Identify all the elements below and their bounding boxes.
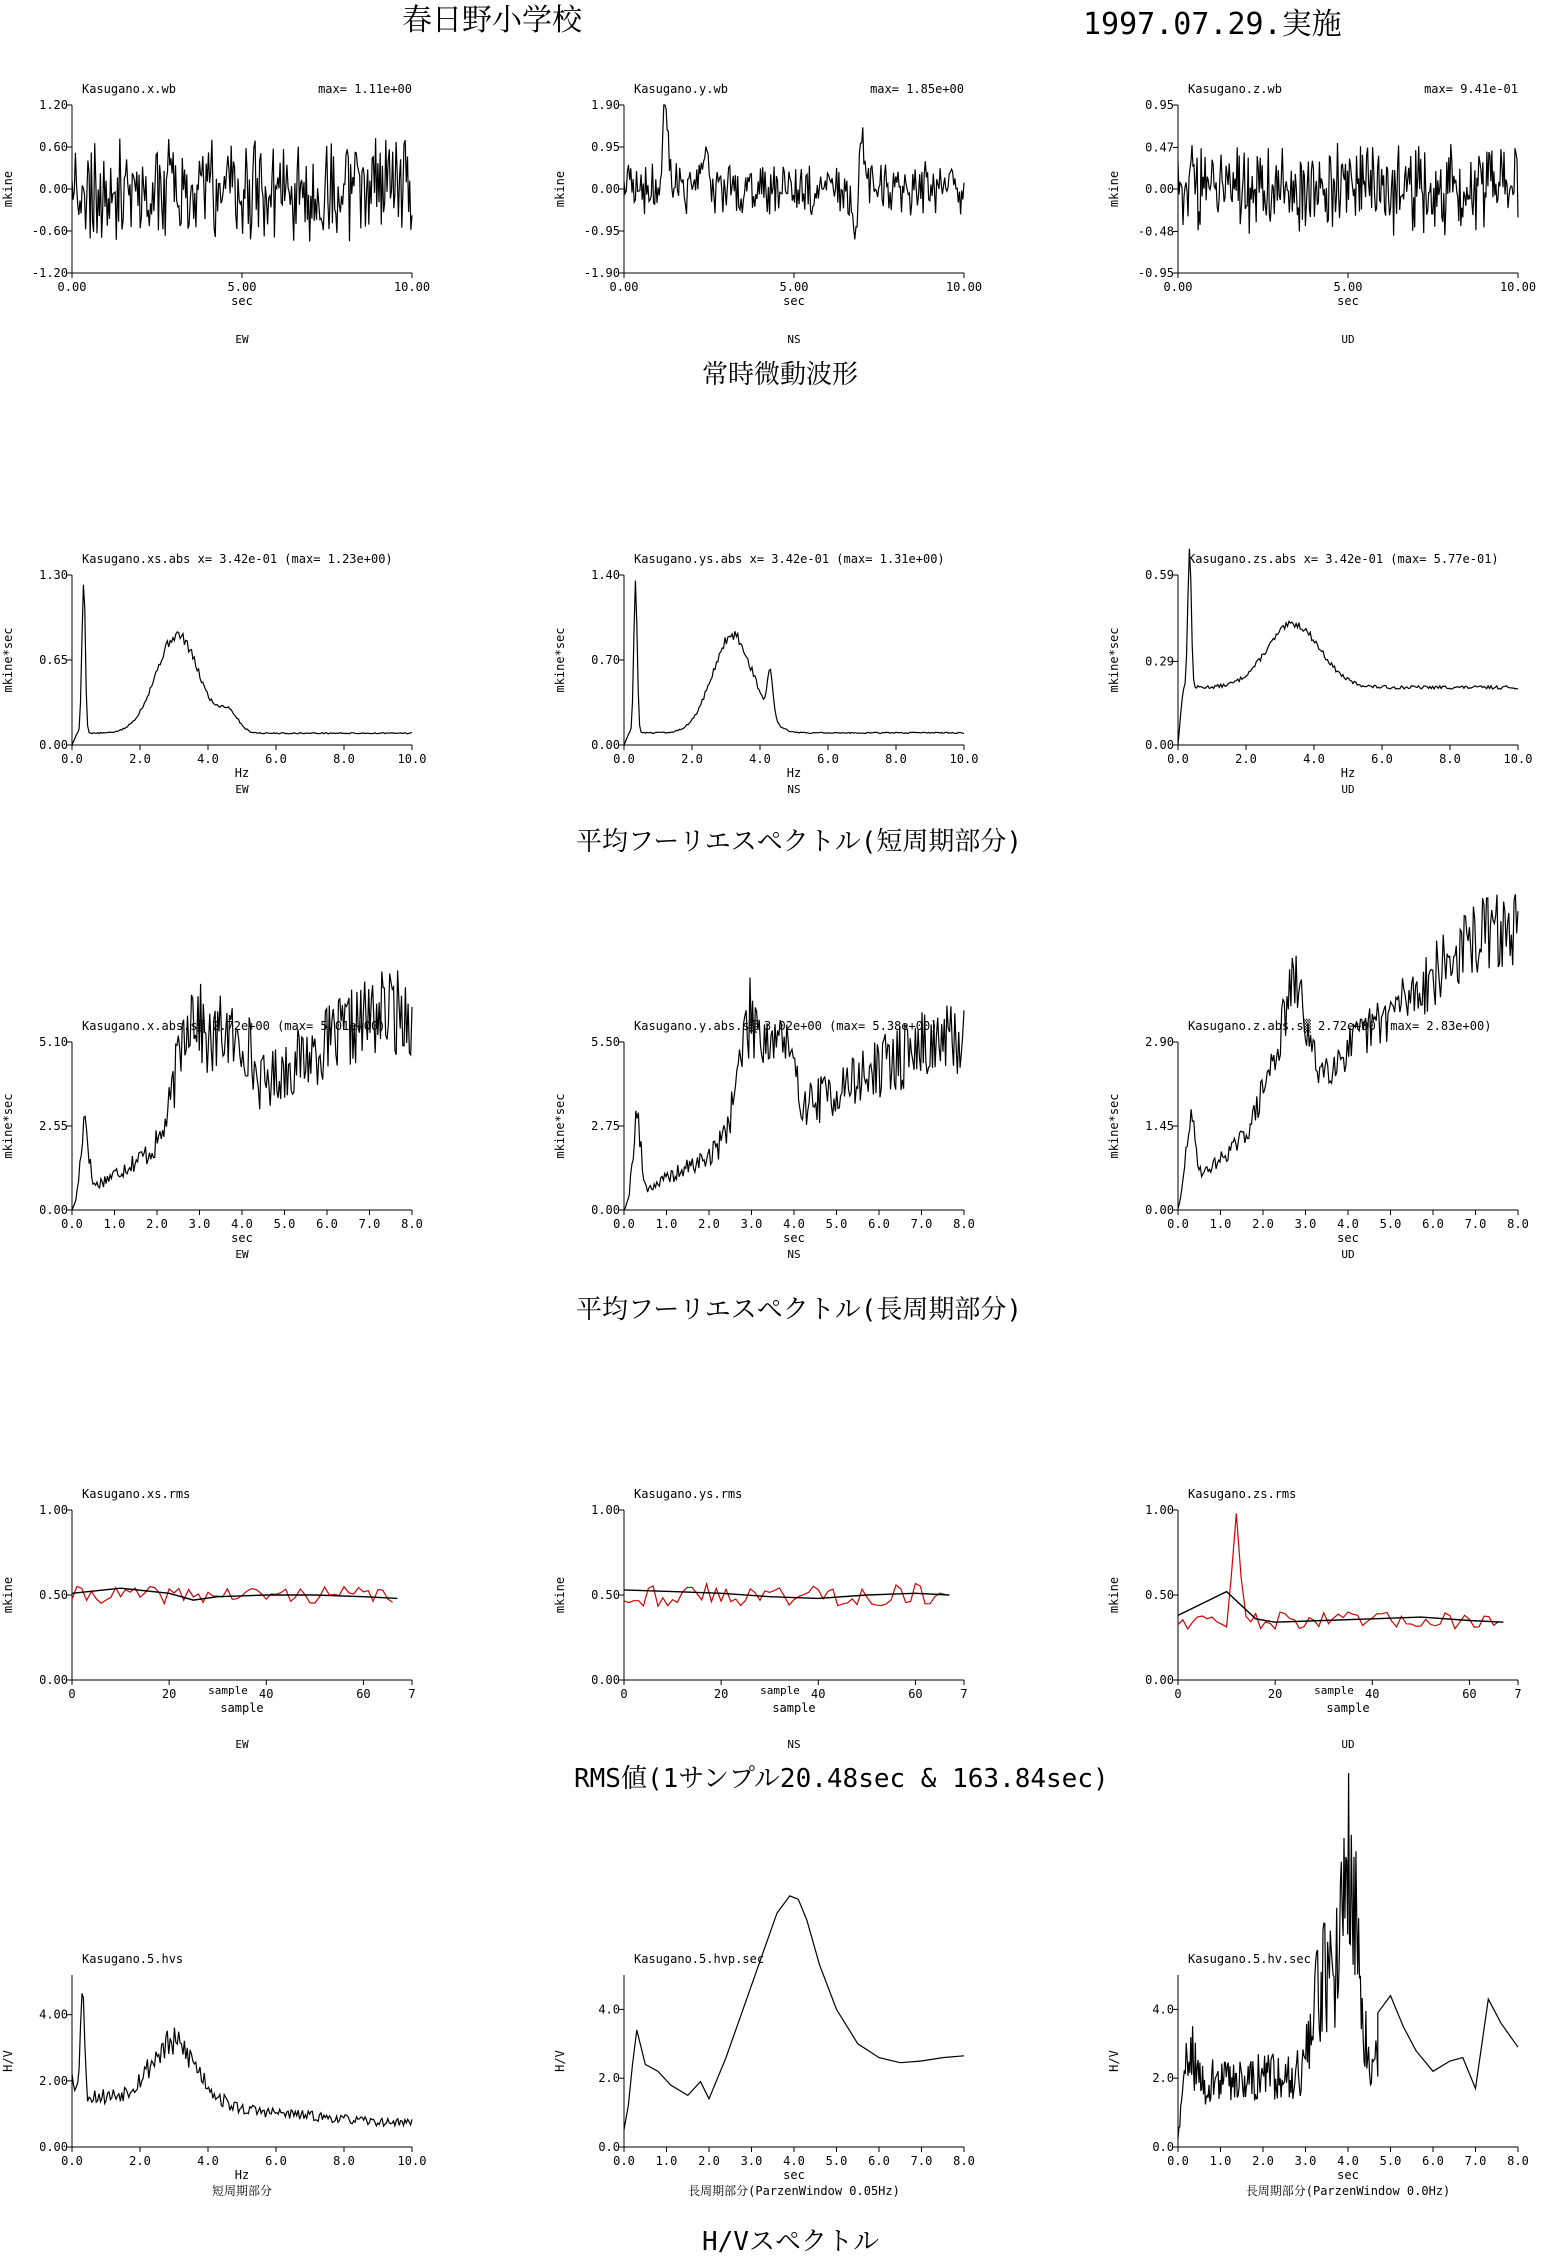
chart-info: max= 9.41e-01 — [1424, 82, 1518, 96]
x-axis-small-label: sample — [1314, 1684, 1354, 1697]
component-label: 長周期部分(ParzenWindow 0.05Hz) — [688, 2184, 900, 2198]
y-tick-label: 1.45 — [1145, 1119, 1174, 1133]
y-tick-label: 5.50 — [591, 1035, 620, 1049]
y-tick-label: 1.00 — [1145, 1503, 1174, 1517]
y-axis-label: mkine — [553, 1576, 567, 1614]
x-tick-label: 0.0 — [1167, 2154, 1189, 2168]
x-tick-label: 6.0 — [868, 2154, 890, 2168]
chart-panel-ud-8 — [1107, 894, 1529, 1261]
x-tick-label: 3.0 — [740, 2154, 763, 2168]
x-tick-label: 10.00 — [1499, 280, 1537, 294]
x-tick-label: 4.0 — [783, 1217, 805, 1231]
y-tick-label: 0.00 — [591, 1673, 620, 1687]
chart-title: Kasugano.ys.abs x= 3.42e-01 (max= 1.31e+00) — [634, 552, 945, 566]
chart-panel-ns-10 — [553, 1487, 968, 1751]
component-label: UD — [1341, 1248, 1355, 1261]
x-tick-label: 3.0 — [1294, 2154, 1317, 2168]
section-title-waveform: 常時微動波形 — [702, 360, 859, 390]
chart-title: Kasugano.z.wb — [1188, 82, 1282, 96]
y-tick-label: 2.90 — [1145, 1035, 1174, 1049]
component-label: EW — [235, 783, 249, 796]
x-axis-label: sample — [1326, 1701, 1370, 1715]
x-tick-label: 0 — [68, 1687, 76, 1701]
y-tick-label: 0.95 — [1145, 98, 1174, 112]
y-tick-label: 0.00 — [39, 1673, 68, 1687]
y-tick-label: 0.00 — [39, 182, 68, 196]
x-tick-label: 5.0 — [273, 1217, 296, 1231]
component-label: 短周期部分 — [211, 2184, 273, 2198]
x-tick-label: 3.0 — [188, 1217, 211, 1231]
x-tick-label: 8.0 — [1439, 752, 1461, 766]
y-axis-label: H/V — [553, 2050, 567, 2072]
y-tick-label: 0.60 — [39, 140, 68, 154]
y-tick-label: 2.0 — [1152, 2071, 1174, 2086]
y-axis-label: mkine*sec — [553, 627, 567, 693]
x-tick-label: 60 — [1462, 1687, 1477, 1701]
x-tick-label: 5.00 — [1333, 280, 1363, 294]
chart-panel-ud-5 — [1107, 549, 1532, 796]
y-axis-label: mkine — [553, 170, 567, 208]
chart-panel-parzenwindowhz-13 — [553, 1896, 975, 2198]
y-tick-label: 0.00 — [1145, 1673, 1174, 1687]
chart-info: max= 1.85e+00 — [870, 82, 964, 96]
y-tick-label: 1.00 — [39, 1503, 68, 1517]
x-tick-label: 4.0 — [231, 1217, 253, 1231]
x-tick-label: 10.00 — [393, 280, 431, 294]
y-tick-label: 4.0 — [598, 2002, 620, 2017]
y-axis-label: mkine — [1, 170, 15, 208]
x-tick-label: 8.0 — [953, 2154, 975, 2168]
x-tick-label: 4.0 — [197, 2154, 219, 2168]
data-line — [624, 105, 964, 239]
x-tick-label: 8.0 — [953, 1217, 975, 1231]
x-axis-small-label: sample — [208, 1684, 248, 1697]
component-label: EW — [235, 1248, 249, 1261]
section-title-fourier-long: 平均フーリエスペクトル(長周期部分) — [576, 1295, 1023, 1325]
x-tick-label: 20 — [1267, 1687, 1283, 1701]
component-label: NS — [787, 1738, 801, 1751]
x-tick-label: 6.0 — [1422, 1217, 1444, 1231]
y-tick-label: 2.55 — [39, 1119, 68, 1133]
chart-title: Kasugano.y.abs.s▒ 3.02e+00 (max= 5.38e+00) — [634, 1019, 938, 1033]
rms-average-line — [624, 1590, 949, 1599]
chart-title: Kasugano.z.abs.s▒ 2.72e+00 (max= 2.83e+00) — [1188, 1019, 1492, 1033]
data-line — [72, 970, 412, 1210]
x-tick-label: 0.0 — [61, 752, 83, 766]
x-tick-label: 60 — [908, 1687, 923, 1701]
x-tick-label: 2.0 — [1235, 752, 1257, 766]
y-axis-label: mkine*sec — [1107, 627, 1121, 693]
x-axis-label: sample — [772, 1701, 816, 1715]
x-tick-label: 0.0 — [1167, 752, 1189, 766]
rms-sample-line — [1178, 1513, 1499, 1629]
y-tick-label: 2.75 — [591, 1119, 620, 1133]
y-tick-label: -0.60 — [31, 224, 68, 238]
x-tick-label: 2.0 — [129, 752, 151, 766]
y-tick-label: 0.95 — [591, 140, 620, 154]
data-line — [624, 978, 964, 1210]
y-tick-label: 4.0 — [1152, 2002, 1174, 2017]
x-tick-label: 8.0 — [1507, 2154, 1529, 2168]
y-tick-label: 1.40 — [591, 568, 620, 582]
y-tick-label: 0.47 — [1145, 140, 1174, 155]
y-axis-label: mkine*sec — [553, 1093, 567, 1159]
x-axis-small-label: sample — [760, 1684, 800, 1697]
y-axis-label: mkine*sec — [1107, 1093, 1121, 1159]
y-tick-label: 0.50 — [1145, 1588, 1174, 1602]
x-tick-label: 0.00 — [609, 280, 639, 294]
chart-panel-ns-7 — [553, 978, 975, 1262]
x-axis-label: Hz — [234, 2168, 250, 2182]
y-tick-label: -0.48 — [1137, 224, 1174, 239]
chart-title: Kasugano.ys.rms — [634, 1487, 743, 1501]
y-tick-label: -0.95 — [1137, 266, 1174, 280]
chart-title: Kasugano.zs.rms — [1188, 1487, 1297, 1501]
y-tick-label: 0.00 — [39, 738, 68, 752]
y-axis-label: mkine*sec — [1, 1093, 15, 1159]
x-tick-label: 1.0 — [655, 2154, 678, 2168]
x-axis-label: sec — [1337, 1231, 1359, 1245]
x-tick-label: 6.0 — [265, 752, 287, 766]
component-label: UD — [1341, 1738, 1355, 1751]
x-axis-label: sec — [783, 2168, 805, 2182]
chart-title: Kasugano.5.hv.sec — [1188, 1952, 1311, 1966]
x-tick-label: 0.0 — [613, 2154, 635, 2168]
y-axis-label: mkine — [1107, 1576, 1121, 1614]
chart-title: Kasugano.y.wb — [634, 82, 728, 96]
component-label: EW — [235, 333, 249, 346]
y-tick-label: 0.50 — [591, 1588, 620, 1602]
x-axis-label: sec — [783, 294, 805, 308]
survey-date: 1997.07.29.実施 — [1083, 7, 1342, 42]
x-tick-label: 10.0 — [397, 2154, 427, 2168]
y-axis-label: mkine*sec — [1, 627, 15, 693]
chart-panel--12 — [1, 1952, 426, 2198]
component-label: UD — [1341, 333, 1355, 346]
y-tick-label: 1.00 — [591, 1503, 620, 1517]
y-tick-label: 0.0 — [598, 2140, 620, 2154]
x-tick-label: 40 — [259, 1687, 274, 1701]
x-tick-label: 2.0 — [129, 2154, 151, 2168]
y-tick-label: 0.00 — [591, 182, 620, 196]
x-tick-label: 5.0 — [1379, 2154, 1402, 2168]
chart-title: Kasugano.x.wb — [82, 82, 176, 96]
x-axis-label: Hz — [786, 766, 802, 780]
data-line — [72, 585, 412, 745]
y-tick-label: 0.59 — [1145, 568, 1174, 582]
data-line — [1178, 549, 1518, 745]
chart-info: max= 1.11e+00 — [318, 82, 412, 96]
x-tick-label: 7 — [1514, 1687, 1522, 1701]
data-line — [624, 581, 964, 745]
data-line — [72, 138, 412, 241]
chart-panel-ud-11 — [1107, 1487, 1522, 1751]
y-tick-label: 0.00 — [1145, 1203, 1174, 1217]
chart-panel-ud-2 — [1107, 82, 1536, 346]
x-tick-label: 2.0 — [698, 2154, 720, 2168]
x-tick-label: 7 — [408, 1687, 416, 1701]
x-tick-label: 5.0 — [825, 1217, 848, 1231]
section-title-rms: RMS値(1サンプル20.48sec & 163.84sec) — [574, 1764, 1109, 1794]
x-tick-label: 6.0 — [868, 1217, 890, 1231]
x-tick-label: 0.00 — [57, 280, 87, 294]
x-tick-label: 10.0 — [1503, 752, 1533, 766]
x-tick-label: 3.0 — [1294, 1217, 1317, 1231]
x-tick-label: 5.00 — [227, 280, 257, 294]
x-tick-label: 6.0 — [1422, 2154, 1444, 2168]
y-tick-label: 0.65 — [39, 653, 68, 667]
x-tick-label: 10.0 — [949, 752, 979, 766]
chart-grid — [1, 82, 1536, 2198]
data-line — [72, 1993, 412, 2126]
y-tick-label: 2.00 — [39, 2073, 68, 2088]
x-tick-label: 7.0 — [910, 1217, 933, 1231]
x-tick-label: 2.0 — [146, 1217, 168, 1231]
y-axis-label: mkine — [1, 1576, 15, 1614]
chart-panel-ns-4 — [553, 552, 978, 796]
x-tick-label: 7 — [960, 1687, 968, 1701]
x-tick-label: 4.0 — [197, 752, 219, 766]
x-tick-label: 2.0 — [1252, 1217, 1274, 1231]
chart-panel-ew-6 — [1, 970, 423, 1261]
y-tick-label: 0.29 — [1145, 654, 1174, 669]
rms-average-line — [72, 1588, 397, 1600]
x-tick-label: 6.0 — [316, 1217, 338, 1231]
x-tick-label: 60 — [356, 1687, 371, 1701]
y-tick-label: 0.70 — [591, 653, 620, 667]
y-tick-label: 0.00 — [1145, 738, 1174, 752]
x-tick-label: 0 — [1174, 1687, 1182, 1701]
y-tick-label: 4.00 — [39, 2007, 68, 2022]
chart-panel-ew-0 — [1, 82, 430, 346]
x-tick-label: 7.0 — [910, 2154, 933, 2168]
rms-sample-line — [624, 1584, 945, 1607]
x-tick-label: 5.0 — [1379, 1217, 1402, 1231]
x-tick-label: 4.0 — [1337, 1217, 1359, 1231]
x-axis-label: Hz — [1340, 766, 1356, 780]
chart-panel-parzenwindowhz-14 — [1107, 1773, 1529, 2198]
component-label: UD — [1341, 783, 1355, 796]
x-tick-label: 6.0 — [1371, 752, 1393, 766]
chart-title: Kasugano.5.hvs — [82, 1952, 184, 1966]
y-tick-label: 0.00 — [1145, 182, 1174, 196]
x-tick-label: 8.0 — [401, 1217, 423, 1231]
y-tick-label: 1.90 — [591, 98, 620, 112]
data-line — [1178, 894, 1518, 1209]
x-tick-label: 20 — [713, 1687, 729, 1701]
x-tick-label: 40 — [1365, 1687, 1380, 1701]
y-tick-label: 0.00 — [591, 1203, 620, 1217]
y-axis-label: H/V — [1, 2050, 15, 2072]
rms-sample-line — [72, 1587, 393, 1604]
y-tick-label: 5.10 — [39, 1035, 68, 1049]
x-tick-label: 8.0 — [885, 752, 907, 766]
x-tick-label: 8.0 — [333, 2154, 355, 2168]
x-axis-label: Hz — [234, 766, 250, 780]
x-axis-label: sec — [231, 1231, 253, 1245]
x-tick-label: 1.0 — [103, 1217, 126, 1231]
x-tick-label: 40 — [811, 1687, 826, 1701]
y-tick-label: 0.00 — [591, 738, 620, 752]
x-axis-label: sec — [1337, 2168, 1359, 2182]
chart-title: Kasugano.xs.rms — [82, 1487, 191, 1501]
chart-panel-ew-9 — [1, 1487, 416, 1751]
data-line — [1178, 143, 1518, 236]
x-tick-label: 2.0 — [681, 752, 703, 766]
y-tick-label: 1.30 — [39, 568, 68, 582]
data-line — [624, 1896, 964, 2130]
x-tick-label: 2.0 — [1252, 2154, 1274, 2168]
x-tick-label: 2.0 — [698, 1217, 720, 1231]
x-tick-label: 20 — [161, 1687, 177, 1701]
x-tick-label: 8.0 — [1507, 1217, 1529, 1231]
component-label: NS — [787, 783, 801, 796]
x-axis-label: sec — [1337, 294, 1359, 308]
chart-title: Kasugano.xs.abs x= 3.42e-01 (max= 1.23e+00) — [82, 552, 393, 566]
x-tick-label: 7.0 — [358, 1217, 381, 1231]
chart-panel-ns-1 — [553, 82, 982, 346]
y-tick-label: 0.00 — [39, 1203, 68, 1217]
component-label: NS — [787, 333, 801, 346]
chart-title: Kasugano.x.abs.s▒ 2.72e+00 (max= 5.01e+00) — [82, 1019, 386, 1033]
x-tick-label: 0 — [620, 1687, 628, 1701]
chart-panel-ew-3 — [1, 552, 426, 796]
chart-title: Kasugano.5.hvp.sec — [634, 1952, 765, 1966]
x-tick-label: 0.0 — [613, 752, 635, 766]
x-tick-label: 5.00 — [779, 280, 809, 294]
x-tick-label: 1.0 — [1209, 1217, 1232, 1231]
y-axis-label: mkine — [1107, 170, 1121, 208]
x-axis-label: sec — [783, 1231, 805, 1245]
x-tick-label: 0.0 — [1167, 1217, 1189, 1231]
x-tick-label: 1.0 — [1209, 2154, 1232, 2168]
x-tick-label: 10.00 — [945, 280, 983, 294]
x-tick-label: 7.0 — [1464, 1217, 1487, 1231]
x-axis-label: sec — [231, 294, 253, 308]
y-tick-label: 0.00 — [39, 2140, 68, 2154]
y-tick-label: 1.20 — [39, 98, 68, 112]
x-tick-label: 0.0 — [61, 2154, 83, 2168]
school-name: 春日野小学校 — [402, 3, 582, 38]
y-tick-label: -0.95 — [583, 224, 620, 238]
x-tick-label: 4.0 — [749, 752, 771, 766]
component-label: EW — [235, 1738, 249, 1751]
x-tick-label: 10.0 — [397, 752, 427, 766]
y-tick-label: -1.20 — [31, 266, 68, 280]
x-tick-label: 4.0 — [1337, 2154, 1359, 2168]
x-tick-label: 0.0 — [61, 1217, 83, 1231]
x-tick-label: 6.0 — [265, 2154, 287, 2168]
chart-title: Kasugano.zs.abs x= 3.42e-01 (max= 5.77e-01) — [1188, 552, 1499, 566]
section-title-fourier-short: 平均フーリエスペクトル(短周期部分) — [576, 827, 1023, 857]
x-tick-label: 3.0 — [740, 1217, 763, 1231]
x-tick-label: 1.0 — [655, 1217, 678, 1231]
x-tick-label: 4.0 — [783, 2154, 805, 2168]
x-tick-label: 7.0 — [1464, 2154, 1487, 2168]
x-tick-label: 4.0 — [1303, 752, 1325, 766]
component-label: 長周期部分(ParzenWindow 0.0Hz) — [1245, 2184, 1451, 2198]
component-label: NS — [787, 1248, 801, 1261]
y-tick-label: 0.50 — [39, 1588, 68, 1602]
y-tick-label: 2.0 — [598, 2071, 620, 2086]
x-tick-label: 6.0 — [817, 752, 839, 766]
rms-average-line — [1178, 1592, 1503, 1623]
y-tick-label: -1.90 — [583, 266, 620, 280]
y-axis-label: H/V — [1107, 2050, 1121, 2072]
x-tick-label: 0.0 — [613, 1217, 635, 1231]
x-axis-label: sample — [220, 1701, 264, 1715]
x-tick-label: 0.00 — [1163, 280, 1193, 294]
x-tick-label: 5.0 — [825, 2154, 848, 2168]
section-title-hv: H/Vスペクトル — [702, 2227, 879, 2257]
y-tick-label: 0.0 — [1152, 2140, 1174, 2154]
x-tick-label: 8.0 — [333, 752, 355, 766]
